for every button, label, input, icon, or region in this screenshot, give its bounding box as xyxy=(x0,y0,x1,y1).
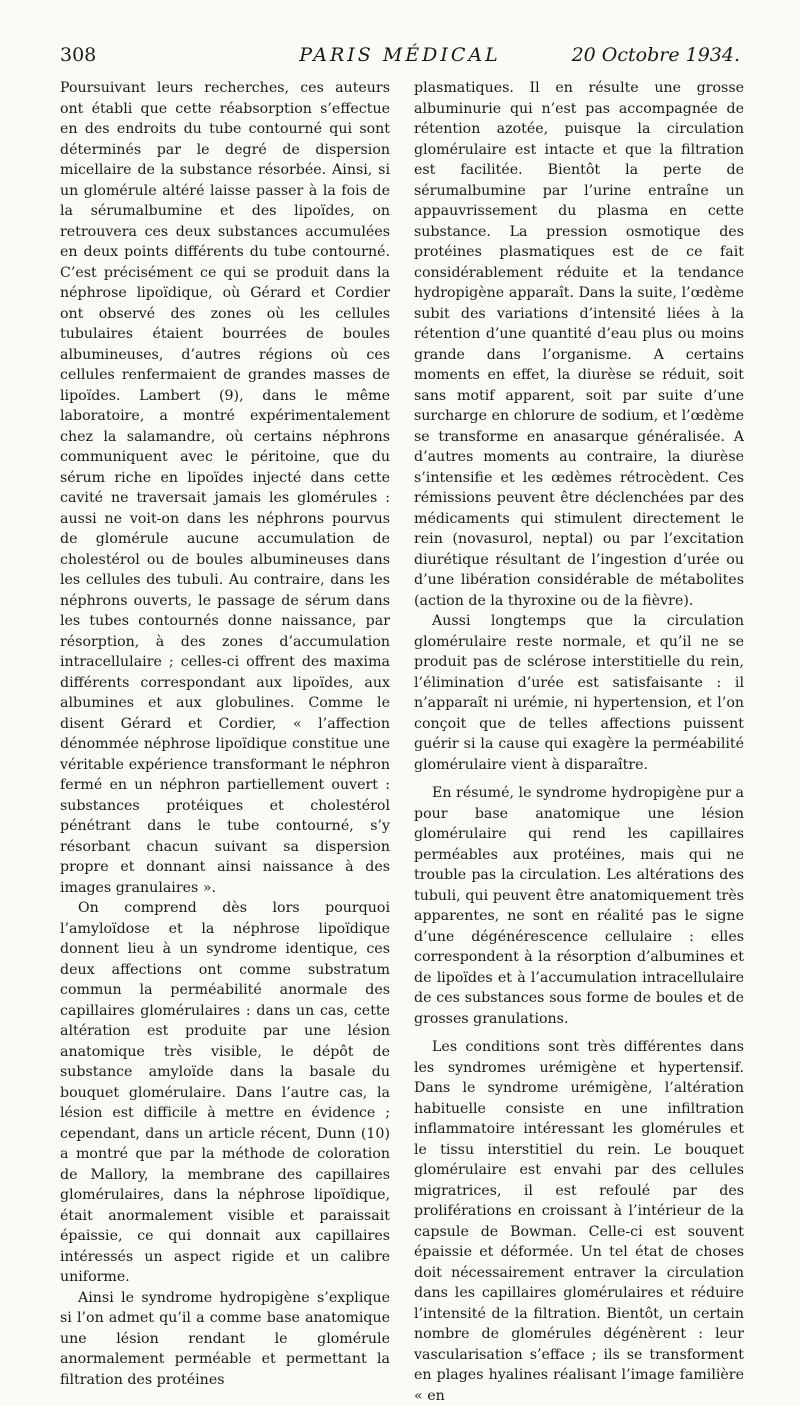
paragraph: plasmatiques. Il en résulte une grosse albuminurie qui n’est pas accompagnée de rétention azotée, puisque la circulation glomérulaire est intacte et que la filtration est facilitée. Bientôt la perte de sérumalbumine par l’urine entraîne un appauvrissement du plasma en cette substance. La pression osmotique des protéines plasmatiques est de ce fait considérablement réduite et la tendance hydropigène apparaît. Dans la suite, l’œdème subit des variations d’intensité liées à la rétention d’une quantité d’eau plus ou moins grande dans l’organisme. A certains moments en effet, la diurèse se réduit, soit sans motif apparent, soit par suite d’une surcharge en chlorure de sodium, et l’œdème se transforme en anasarque généralisée. A d’autres moments au contraire, la diurèse s’intensifie et les œdèmes rétrocèdent. Ces rémissions peuvent être déclenchées par des médicaments qui stimulent directement le rein (novasurol, neptal) ou par l’excitation diurétique résultant de l’ingestion d’urée ou d’une libération considérable de métabolites (action de la thyroxine ou de la fièvre). xyxy=(414,80,744,609)
paragraph: On comprend dès lors pourquoi l’amyloïdose et la néphrose lipoïdique donnent lieu à un syndrome identique, ces deux affections ont comme substratum commun la perméabilité anormale des capillaires glomérulaires : dans un cas, cette altération est produite par une lésion anatomique très visible, le dépôt de substance amyloïde dans la basale du bouquet glomérulaire. Dans l’autre cas, la lésion est difficile à mettre en évidence ; cependant, dans un article récent, Dunn (10) a montré que par la méthode de coloration de Mallory, la membrane des capillaires glomérulaires, dans la néphrose lipoïdique, était anormalement visible et paraissait épaissie, ce qui donnait aux capillaires intéressés un aspect rigide et un calibre uniforme. xyxy=(60,900,390,1285)
page-number: 308 xyxy=(60,44,97,66)
journal-title: PARIS MÉDICAL xyxy=(299,44,501,66)
paragraph: En résumé, le syndrome hydropigène pur a pour base anatomique une lésion glomérulaire qui rend les capillaires perméables aux protéines, mais qui ne trouble pas la circulation. Les altérations des tubuli, qui peuvent être anatomiquement très apparentes, ne sont en réalité pas le signe d’une dégénérescence cellulaire : elles correspondent à la résorption d’albumines et de lipoïdes et à l’accumulation intracellulaire de ces substances sous forme de boules et de grosses granulations. xyxy=(414,785,744,1027)
paragraph: Ainsi le syndrome hydropigène s’explique si l’on admet qu’il a comme base anatomique une lésion rendant le glomérule anormalement perméable et permettant la filtration des protéines xyxy=(60,1289,390,1388)
article-body xyxy=(60,78,744,1406)
right-column xyxy=(414,78,744,1406)
page-header xyxy=(60,42,740,72)
issue-date: 20 Octobre 1934. xyxy=(571,44,740,66)
paragraph: Les conditions sont très différentes dans les syndromes urémigène et hypertensif. Dans le syndrome urémigène, l’altération habituelle consiste en une infiltration inflammatoire intéressant les glomérules et le tissu interstitiel du rein. Le bouquet glomérulaire est envahi par des cellules migratrices, il est refoulé par des proliférations en croissant à l’intérieur de la capsule de Bowman. Celle-ci est souvent épaissie et déformée. Un tel état de choses doit nécessairement entraver la circulation dans les capillaires glomérulaires et réduire l’intensité de la filtration. Bientôt, un certain nombre de glomérules dégénèrent : leur vascularisation s’efface ; ils se transforment en plages hyalines réalisant l’image familière « en xyxy=(414,1039,744,1404)
paragraph: Aussi longtemps que la circulation glomérulaire reste normale, et qu’il ne se produit pas de sclérose interstitielle du rein, l’élimination d’urée est satisfaisante : il n’apparaît ni urémie, ni hypertension, et l’on conçoit que de telles affections puissent guérir si la cause qui exagère la perméabilité glomérulaire vient à disparaître. xyxy=(414,613,744,773)
paragraph: Poursuivant leurs recherches, ces auteurs ont établi que cette réabsorption s’effectue en des endroits du tube contourné qui sont déterminés par le degré de dispersion micellaire de la substance résorbée. Ainsi, si un glomérule altéré laisse passer à la fois de la sérumalbumine et des lipoïdes, on retrouvera ces deux substances accumulées en deux points différents du tube contourné. C’est précisément ce qui se produit dans la néphrose lipoïdique, où Gérard et Cordier ont observé des zones où les cellules tubulaires étaient bourrées de boules albumineuses, d’autres régions où ces cellules renfermaient de grandes masses de lipoïdes. Lambert (9), dans le même laboratoire, a montré expérimentalement chez la salamandre, où certains néphrons communiquent avec le péritoine, que du sérum riche en lipoïdes injecté dans cette cavité ne traversait jamais les glomérules : aussi ne voit-on dans les néphrons pourvus de glomérule aucune accumulation de cholestérol ou de boules albumineuses dans les cellules des tubuli. Au contraire, dans les néphrons ouverts, le passage de sérum dans les tubes contournés donne naissance, par résorption, à des zones d’accumulation intracellulaire ; celles-ci offrent des maxima différents correspondant aux lipoïdes, aux albumines et aux globulines. Comme le disent Gérard et Cordier, « l’affection dénommée néphrose lipoïdique constitue une véritable expérience transformant le néphron fermé en un néphron partiellement ouvert : substances protéiques et cholestérol pénétrant dans le tube contourné, s’y résorbant chacun suivant sa dispersion propre et donnant ainsi naissance à des images granulaires ». xyxy=(60,80,390,896)
left-column xyxy=(60,78,390,1406)
